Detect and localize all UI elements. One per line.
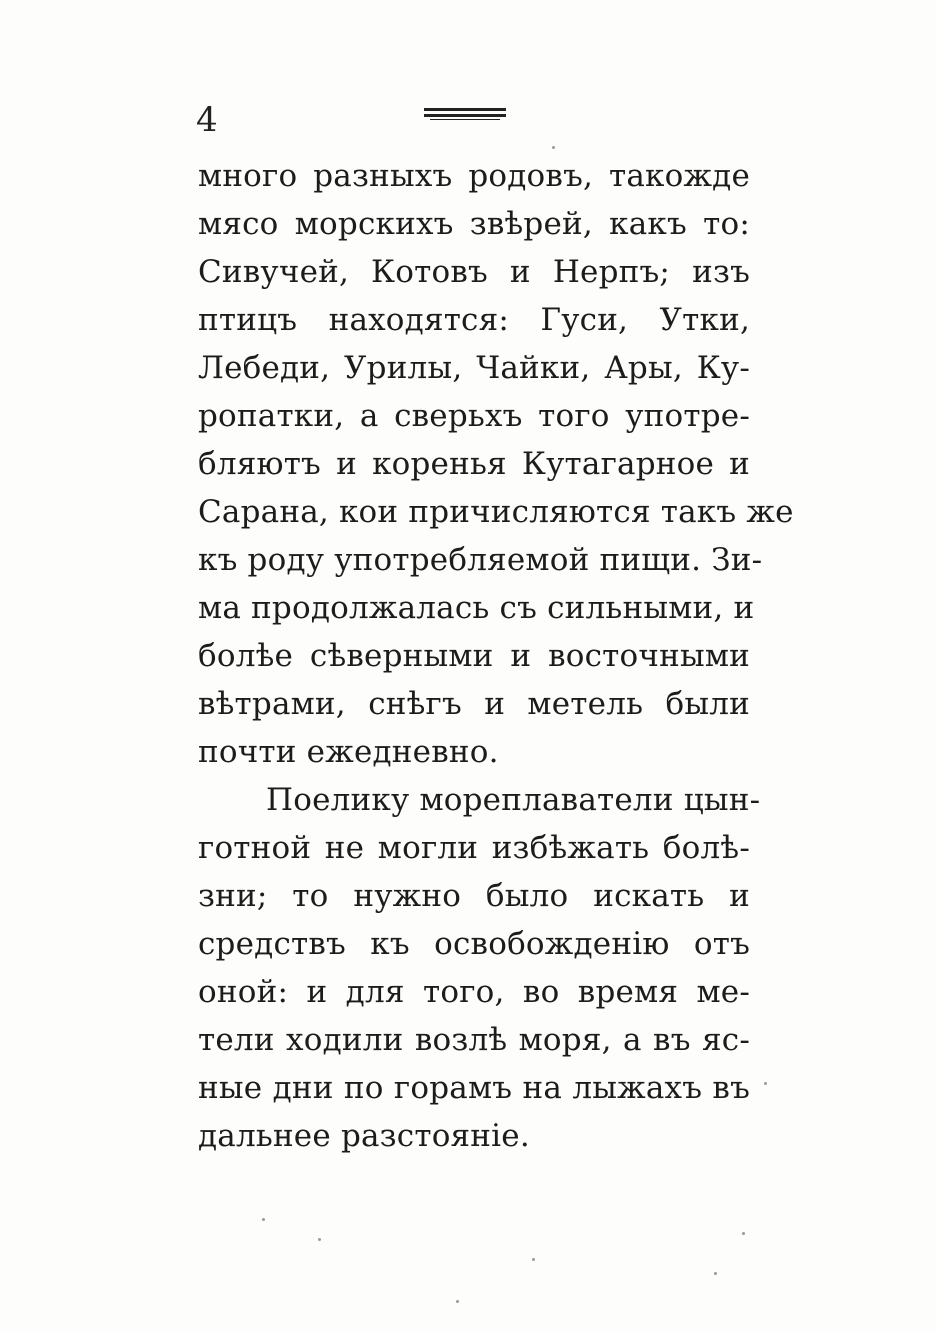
text-line: Лебеди, Урилы, Чайки, Ары, Ку- <box>198 350 750 386</box>
scan-speck <box>262 1218 265 1221</box>
ornament-rule-middle <box>424 114 506 117</box>
page-number: 4 <box>196 100 218 140</box>
text-line: Сивучей, Котовъ и Нерпъ; изъ <box>198 254 750 290</box>
scan-speck <box>532 1258 535 1261</box>
text-line: почти ежедневно. <box>198 734 499 770</box>
text-line: ные дни по горамъ на лыжахъ въ <box>198 1070 750 1106</box>
scan-speck <box>764 1082 767 1085</box>
text-line: готной не могли избѣжать болѣ- <box>198 830 750 866</box>
text-line: тели ходили возлѣ моря, а въ яс- <box>198 1022 750 1058</box>
text-line: ма продолжалась съ сильными, и <box>198 590 755 626</box>
scan-speck <box>742 1232 745 1235</box>
text-line: Сарана, кои причисляются такъ же <box>198 494 794 530</box>
text-line: средствъ къ освобожденію отъ <box>198 926 750 962</box>
text-line: оной: и для того, во время ме- <box>198 974 750 1010</box>
text-line: вѣтрами, снѣгъ и метель были <box>198 686 750 722</box>
header-ornament <box>424 108 506 120</box>
scan-speck <box>456 1300 459 1303</box>
scan-speck <box>552 146 555 149</box>
ornament-rule-top <box>424 108 506 111</box>
text-line: дальнее разстояніе. <box>198 1118 530 1154</box>
scan-speck <box>714 1272 717 1275</box>
text-line: Поелику мореплаватели цын- <box>266 782 761 818</box>
ornament-rule-bottom <box>430 119 500 120</box>
text-line: много разныхъ родовъ, такожде <box>198 158 750 194</box>
text-line: ропатки, а сверьхъ того употре- <box>198 398 750 434</box>
text-line: зни; то нужно было искать и <box>198 878 750 914</box>
text-line: бляютъ и коренья Кутагарное и <box>198 446 750 482</box>
scan-speck <box>318 1238 321 1241</box>
text-line: мясо морскихъ звѣрей, какъ то: <box>198 206 750 242</box>
text-line: болѣе сѣверными и восточными <box>198 638 750 674</box>
text-line: къ роду употребляемой пищи. Зи- <box>198 542 763 578</box>
text-line: птицъ находятся: Гуси, Утки, <box>198 302 750 338</box>
